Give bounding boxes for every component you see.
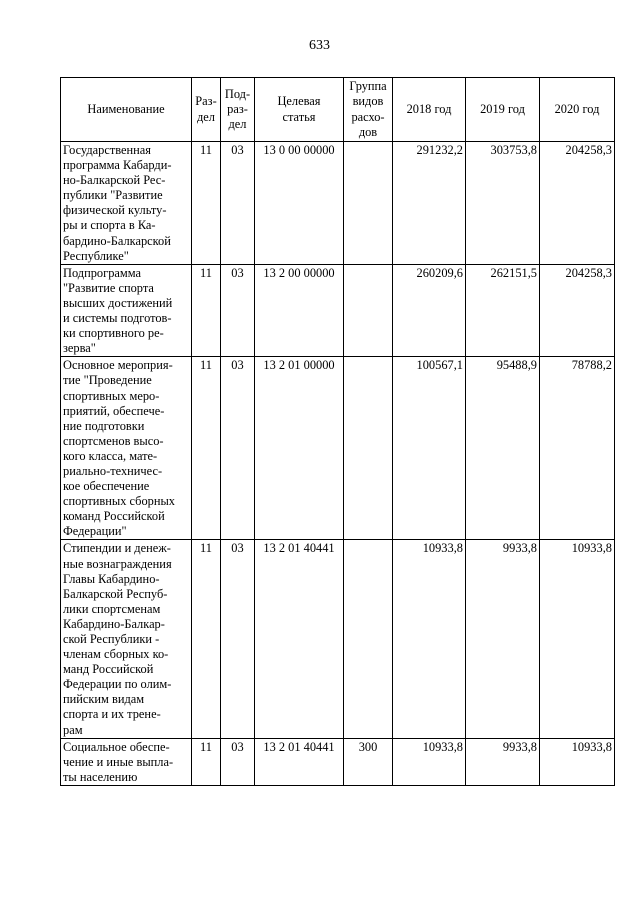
cell-subsection: 03 <box>221 142 255 265</box>
header-2020: 2020 год <box>540 78 615 142</box>
cell-name: Основное мероприя- тие "Проведение спортивных меро- приятий, обеспече- ние подготовки спортсменов высо- кого класса, мате- риально-техничес- кое обеспечение спортивных сборных команд Российской Федерации" <box>61 357 192 540</box>
cell-subsection: 03 <box>221 264 255 357</box>
cell-2019: 303753,8 <box>466 142 540 265</box>
header-2019: 2019 год <box>466 78 540 142</box>
cell-name: Подпрограмма "Развитие спорта высших достижений и системы подготов- ки спортивного ре- зерва" <box>61 264 192 357</box>
header-section: Раз- дел <box>192 78 221 142</box>
header-target: Целевая статья <box>255 78 344 142</box>
header-2018: 2018 год <box>393 78 466 142</box>
cell-2020: 78788,2 <box>540 357 615 540</box>
header-name: Наименование <box>61 78 192 142</box>
cell-2018: 260209,6 <box>393 264 466 357</box>
cell-2018: 291232,2 <box>393 142 466 265</box>
cell-2018: 10933,8 <box>393 540 466 738</box>
cell-group: 300 <box>344 738 393 785</box>
header-group: Группа видов расхо- дов <box>344 78 393 142</box>
cell-2018: 10933,8 <box>393 738 466 785</box>
table-row <box>61 540 615 738</box>
cell-2018: 100567,1 <box>393 357 466 540</box>
table-body <box>61 142 615 786</box>
cell-2020: 10933,8 <box>540 540 615 738</box>
cell-target: 13 2 00 00000 <box>255 264 344 357</box>
cell-target: 13 2 01 40441 <box>255 738 344 785</box>
header-subsection: Под- раз- дел <box>221 78 255 142</box>
cell-section: 11 <box>192 142 221 265</box>
table-row <box>61 264 615 357</box>
page-number: 633 <box>309 38 330 53</box>
cell-name: Стипендии и денеж- ные вознаграждения Главы Кабардино- Балкарской Респуб- лики спортсменам Кабардино-Балкар- ской Республики - членам сборных ко- манд Российской Федерации по олим- пийским видам спорта и их трене- рам <box>61 540 192 738</box>
cell-2020: 204258,3 <box>540 142 615 265</box>
cell-subsection: 03 <box>221 357 255 540</box>
table-row <box>61 142 615 265</box>
cell-2019: 9933,8 <box>466 738 540 785</box>
table-header-row <box>61 78 615 142</box>
cell-name: Государственная программа Кабарди- но-Балкарской Рес- публики "Развитие физической культу- ры и спорта в Ка- бардино-Балкарской Республике" <box>61 142 192 265</box>
cell-target: 13 0 00 00000 <box>255 142 344 265</box>
table-row <box>61 357 615 540</box>
cell-subsection: 03 <box>221 540 255 738</box>
budget-table <box>60 77 615 786</box>
cell-section: 11 <box>192 738 221 785</box>
cell-subsection: 03 <box>221 738 255 785</box>
cell-target: 13 2 01 40441 <box>255 540 344 738</box>
cell-target: 13 2 01 00000 <box>255 357 344 540</box>
cell-section: 11 <box>192 264 221 357</box>
cell-group <box>344 142 393 265</box>
cell-group <box>344 540 393 738</box>
cell-section: 11 <box>192 540 221 738</box>
cell-2020: 204258,3 <box>540 264 615 357</box>
cell-name: Социальное обеспе- чение и иные выпла- ты населению <box>61 738 192 785</box>
cell-group <box>344 357 393 540</box>
cell-2019: 95488,9 <box>466 357 540 540</box>
cell-2020: 10933,8 <box>540 738 615 785</box>
cell-section: 11 <box>192 357 221 540</box>
cell-2019: 9933,8 <box>466 540 540 738</box>
cell-2019: 262151,5 <box>466 264 540 357</box>
table-row <box>61 738 615 785</box>
cell-group <box>344 264 393 357</box>
